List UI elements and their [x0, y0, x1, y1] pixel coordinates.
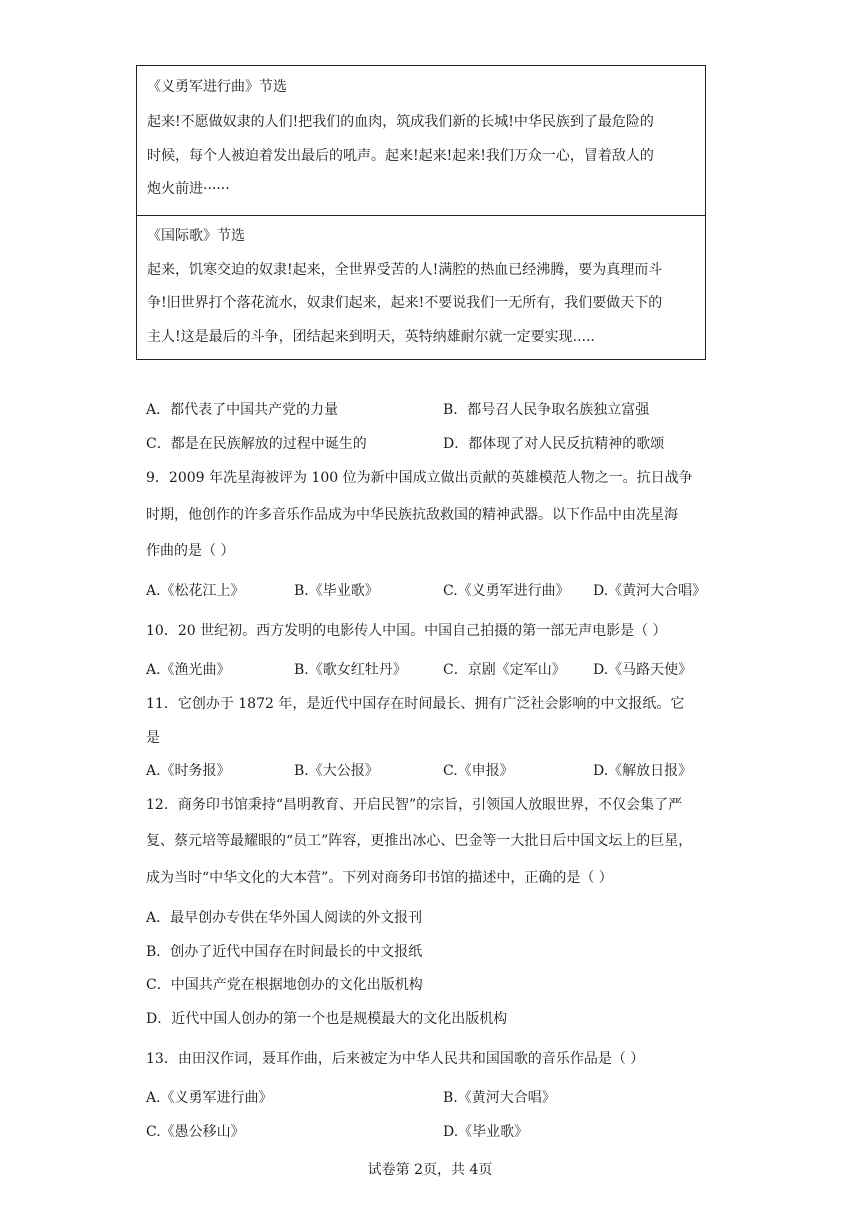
- q9-option-b: B.《毕业歌》: [294, 583, 379, 599]
- excerpt-line: 主人!这是最后的斗争，团结起来到明天，英特纳雄耐尔就一定要实现.....: [147, 329, 595, 345]
- q12-option-c: C．中国共产党在根据地创办的文化出版机构: [146, 977, 423, 993]
- q9-option-c: C.《义勇军进行曲》: [443, 583, 570, 599]
- q13-option-d: D.《毕业歌》: [443, 1124, 529, 1140]
- q12-stem-line: 12．商务印书馆秉持“昌明教育、开启民智”的宗旨，引领国人放眼世界，不仅会集了严: [146, 797, 683, 813]
- q12-stem-line: 成为当时“中华文化的大本营”。下列对商务印书馆的描述中，正确的是（ ）: [146, 870, 613, 886]
- excerpt-title: 《义勇军进行曲》节选: [147, 79, 287, 95]
- q10-stem: 10．20 世纪初。西方发明的电影传人中国。中国自己拍摄的第一部无声电影是（ ）: [146, 623, 667, 639]
- q13-option-a: A.《义勇军进行曲》: [146, 1090, 273, 1106]
- song-excerpt-box-guojige: [136, 215, 706, 360]
- q13-option-b: B.《黄河大合唱》: [443, 1090, 556, 1106]
- excerpt-line: 起来，饥寒交迫的奴隶!起来，全世界受苦的人!满腔的热血已经沸腾，要为真理而斗: [147, 262, 663, 278]
- q11-option-a: A.《时务报》: [146, 763, 231, 779]
- q9-stem-line: 9．2009 年冼星海被评为 100 位为新中国成立做出贡献的英雄模范人物之一。抗日战争: [146, 470, 693, 486]
- q11-option-d: D.《解放日报》: [593, 763, 693, 779]
- q10-option-b: B.《歌女红牡丹》: [294, 662, 407, 678]
- q9-stem-line: 时期，他创作的许多音乐作品成为中华民族抗敌救国的精神武器。以下作品中由冼星海: [146, 507, 678, 523]
- q9-option-d: D.《黄河大合唱》: [593, 583, 707, 599]
- q11-stem-line: 是: [146, 730, 160, 746]
- song-excerpt-box-yiyongjun: [136, 65, 706, 216]
- q8-option-a: A．都代表了中国共产党的力量: [146, 402, 339, 418]
- excerpt-line: 炮火前进······: [147, 181, 230, 197]
- q8-option-b: B．都号召人民争取名族独立富强: [443, 402, 650, 418]
- q11-option-c: C.《申报》: [443, 763, 514, 779]
- q11-option-b: B.《大公报》: [294, 763, 379, 779]
- q8-option-c: C．都是在民族解放的过程中诞生的: [146, 436, 367, 452]
- excerpt-line: 争!旧世界打个落花流水，奴隶们起来，起来!不要说我们一无所有，我们要做天下的: [147, 295, 663, 311]
- q12-option-b: B．创办了近代中国存在时间最长的中文报纸: [146, 944, 423, 960]
- q9-option-a: A.《松花江上》: [146, 583, 245, 599]
- excerpt-title: 《国际歌》节选: [147, 228, 245, 244]
- q9-stem-line: 作曲的是（ ）: [146, 543, 235, 559]
- q13-stem: 13．由田汉作词，聂耳作曲，后来被定为中华人民共和国国歌的音乐作品是（ ）: [146, 1051, 645, 1067]
- q10-option-a: A.《渔光曲》: [146, 662, 231, 678]
- q11-stem-line: 11．它创办于 1872 年，是近代中国存在时间最长、拥有广泛社会影响的中文报纸。它: [146, 696, 685, 712]
- q12-option-d: D．近代中国人创办的第一个也是规模最大的文化出版机构: [146, 1011, 508, 1027]
- q13-option-c: C.《愚公移山》: [146, 1124, 245, 1140]
- q10-option-c: C．京剧《定军山》: [443, 662, 566, 678]
- q12-stem-line: 复、蔡元培等最耀眼的“员工”阵容，更推出冰心、巴金等一大批日后中国文坛上的巨星，: [146, 833, 693, 849]
- page-footer: 试卷第 2页，共 4页: [367, 1162, 493, 1178]
- q10-option-d: D.《马路天使》: [593, 662, 693, 678]
- q12-option-a: A．最早创办专供在华外国人阅读的外文报刊: [146, 910, 423, 926]
- q8-option-d: D．都体现了对人民反抗精神的歌颂: [443, 436, 665, 452]
- excerpt-line: 起来!不愿做奴隶的人们!把我们的血肉，筑成我们新的长城!中华民族到了最危险的: [147, 114, 654, 130]
- excerpt-line: 时候，每个人被迫着发出最后的吼声。起来!起来!起来!我们万众一心，冒着敌人的: [147, 148, 654, 164]
